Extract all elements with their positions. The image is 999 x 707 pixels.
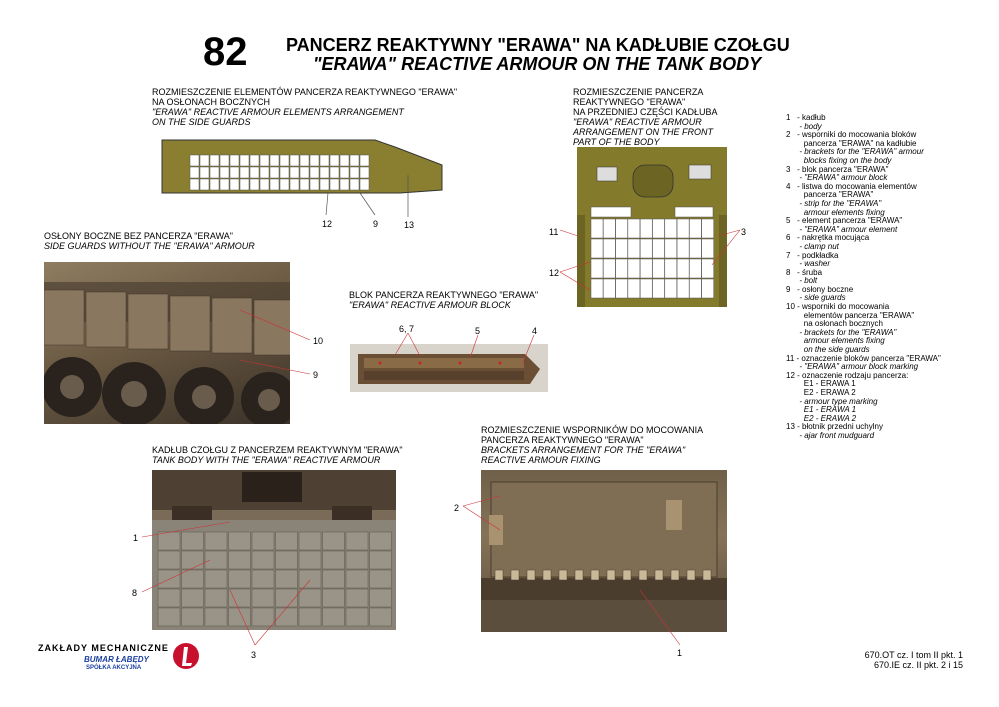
- front-block: [591, 239, 603, 258]
- side-block: [350, 167, 359, 178]
- front-block: [689, 219, 701, 238]
- front-block: [653, 259, 665, 278]
- front-block: [675, 207, 713, 217]
- side-block: [240, 155, 249, 166]
- legend-row: - brackets for the "ERAWA": [786, 327, 897, 337]
- body-block: [229, 589, 251, 607]
- bracket: [703, 570, 711, 580]
- body-block: [299, 551, 321, 569]
- legend-row: - washer: [786, 259, 831, 269]
- side-block: [220, 179, 229, 190]
- body-block: [299, 532, 321, 550]
- side-block: [210, 179, 219, 190]
- side-block: [350, 155, 359, 166]
- company-form: SPÓŁKA AKCYJNA: [86, 665, 142, 671]
- legend-row: - "ERAWA" armour block: [786, 173, 888, 183]
- body-block: [323, 608, 345, 626]
- body-block: [205, 589, 227, 607]
- caption-en: SIDE GUARDS WITHOUT THE "ERAWA" ARMOUR: [44, 241, 255, 251]
- bracket: [527, 570, 535, 580]
- body-block: [158, 608, 180, 626]
- brackets-photo: [481, 470, 727, 632]
- caption-en-2: REACTIVE ARMOUR FIXING: [481, 455, 601, 465]
- front-block: [677, 239, 689, 258]
- body-block: [276, 551, 298, 569]
- side-block: [190, 155, 199, 166]
- legend-row: E1 - ERAWA 1: [786, 379, 856, 389]
- label-4: 4: [532, 326, 538, 336]
- body-caption: [152, 445, 403, 465]
- side-guards-photo: [44, 262, 290, 424]
- front-block: [665, 279, 677, 298]
- side-block: [230, 155, 239, 166]
- body-block: [252, 589, 274, 607]
- front-block: [603, 219, 615, 238]
- legend-row: 8 - śruba: [786, 267, 823, 277]
- legend-row: 13 - błotnik przedni uchylny: [786, 422, 883, 432]
- body-block: [323, 551, 345, 569]
- front-block: [616, 259, 628, 278]
- side-block: [240, 179, 249, 190]
- company-name: ZAKŁADY MECHANICZNE: [38, 643, 169, 653]
- side-block: [210, 155, 219, 166]
- tank-body-photo: [152, 470, 396, 630]
- side-arrangement-caption: [152, 87, 457, 127]
- side-block: [260, 167, 269, 178]
- document-reference: [865, 650, 963, 670]
- side-block: [190, 179, 199, 190]
- body-block: [229, 570, 251, 588]
- legend-row: pancerza "ERAWA": [786, 190, 874, 200]
- front-block: [591, 279, 603, 298]
- legend-row: pancerza "ERAWA" na kadłubie: [786, 138, 917, 148]
- legend-row: 10 - wsporniki do mocowania: [786, 302, 890, 312]
- bracket: [559, 570, 567, 580]
- side-block: [330, 167, 339, 178]
- caption-en-2: ON THE SIDE GUARDS: [152, 117, 251, 127]
- body-block: [370, 608, 392, 626]
- front-block: [591, 259, 603, 278]
- caption-en-2: ARRANGEMENT ON THE FRONT: [573, 127, 714, 137]
- front-block: [640, 259, 652, 278]
- caption-en-1: BRACKETS ARRANGEMENT FOR THE "ERAWA": [481, 445, 686, 455]
- side-block: [320, 167, 329, 178]
- body-block: [346, 532, 368, 550]
- bracket: [511, 570, 519, 580]
- label-1: 1: [133, 533, 139, 543]
- side-block: [270, 167, 279, 178]
- side-block: [200, 167, 209, 178]
- caption-pl: KADŁUB CZOŁGU Z PANCERZEM REAKTYWNYM "ERAWA": [152, 445, 403, 455]
- front-block: [665, 239, 677, 258]
- bracket: [575, 570, 583, 580]
- caption-pl: OSŁONY BOCZNE BEZ PANCERZA "ERAWA": [44, 231, 233, 241]
- side-block: [340, 167, 349, 178]
- legend-row: E2 - ERAWA 2: [786, 388, 856, 397]
- side-block: [250, 179, 259, 190]
- page-number: 82: [203, 30, 248, 74]
- legend-row: - armour type marking: [786, 396, 878, 406]
- body-block: [299, 589, 321, 607]
- body-block: [182, 532, 204, 550]
- legend-row: armour elements fixing: [786, 207, 885, 217]
- front-block: [677, 219, 689, 238]
- reference-1: 670.OT cz. I tom II pkt. 1: [864, 650, 963, 660]
- body-block: [323, 570, 345, 588]
- legend-row: E1 - ERAWA 1: [786, 405, 857, 415]
- side-block: [200, 155, 209, 166]
- caption-pl: BLOK PANCERZA REAKTYWNEGO "ERAWA": [349, 290, 539, 300]
- legend-row: 12 - oznaczenie rodzaju pancerza:: [786, 370, 909, 380]
- front-block: [665, 219, 677, 238]
- caption-en-1: "ERAWA" REACTIVE ARMOUR: [573, 117, 702, 127]
- side-block: [330, 179, 339, 190]
- side-block: [280, 179, 289, 190]
- front-block: [665, 259, 677, 278]
- side-block: [300, 167, 309, 178]
- label-5: 5: [475, 326, 481, 336]
- side-block: [310, 167, 319, 178]
- legend-row: - bolt: [786, 276, 818, 286]
- bracket: [655, 570, 663, 580]
- body-block: [205, 608, 227, 626]
- body-block: [276, 532, 298, 550]
- legend-row: - ajar front mudguard: [786, 430, 875, 440]
- side-block: [320, 179, 329, 190]
- legend-row: on the side guards: [786, 345, 870, 355]
- front-block: [653, 219, 665, 238]
- body-block: [370, 589, 392, 607]
- legend-row: 11 - oznaczenie bloków pancerza "ERAWA": [786, 353, 941, 363]
- label-9: 9: [373, 219, 379, 229]
- caption-pl-1: ROZMIESZCZENIE ELEMENTÓW PANCERZA REAKTYWNEGO "ERAWA": [152, 87, 458, 97]
- legend-row: - "ERAWA" armour element: [786, 224, 898, 234]
- caption-pl-2: NA OSŁONACH BOCZNYCH: [152, 97, 271, 107]
- side-block: [200, 179, 209, 190]
- body-block: [182, 589, 204, 607]
- side-block: [280, 155, 289, 166]
- body-block: [182, 551, 204, 569]
- front-block: [616, 279, 628, 298]
- guards-caption: [44, 231, 255, 251]
- caption-pl-2: PANCERZA REAKTYWNEGO "ERAWA": [481, 435, 644, 445]
- body-block: [370, 532, 392, 550]
- legend-row: E2 - ERAWA 2: [786, 413, 857, 423]
- guard-plate: [170, 296, 210, 351]
- legend-row: 3 - blok pancerza "ERAWA": [786, 164, 889, 174]
- side-block: [260, 179, 269, 190]
- side-block: [230, 167, 239, 178]
- body-block: [346, 589, 368, 607]
- legend-row: 6 - nakrętka mocująca: [786, 233, 870, 243]
- legend-row: blocks fixing on the body: [786, 155, 892, 165]
- armour-block-photo: [350, 344, 548, 392]
- legend-row: 7 - podkładka: [786, 250, 839, 260]
- side-block: [360, 179, 369, 190]
- front-body-diagram: [577, 147, 727, 307]
- body-block: [252, 551, 274, 569]
- front-block: [603, 279, 615, 298]
- body-block: [346, 551, 368, 569]
- front-block: [653, 239, 665, 258]
- side-block: [260, 155, 269, 166]
- side-block: [240, 167, 249, 178]
- side-block: [190, 167, 199, 178]
- legend-row: 5 - element pancerza "ERAWA": [786, 216, 903, 226]
- body-block: [252, 608, 274, 626]
- body-block: [158, 570, 180, 588]
- label-10: 10: [313, 336, 324, 346]
- body-block: [370, 570, 392, 588]
- body-block: [276, 608, 298, 626]
- label-1: 1: [677, 648, 683, 658]
- body-block: [205, 551, 227, 569]
- body-block: [323, 589, 345, 607]
- front-block: [677, 279, 689, 298]
- bracket: [591, 570, 599, 580]
- front-armour-blocks: [591, 207, 714, 298]
- legend-row: 1 - kadłub: [786, 113, 826, 122]
- body-block: [229, 532, 251, 550]
- legend-row: - body: [786, 121, 822, 131]
- label-2: 2: [454, 503, 460, 513]
- front-block: [689, 279, 701, 298]
- label-9: 9: [313, 370, 319, 380]
- body-block: [182, 608, 204, 626]
- guard-plate: [86, 292, 126, 347]
- label-3: 3: [741, 227, 747, 237]
- label-3: 3: [251, 650, 257, 660]
- body-block: [158, 551, 180, 569]
- brackets-caption: [481, 425, 703, 465]
- side-block: [300, 155, 309, 166]
- side-block: [340, 155, 349, 166]
- title-english: "ERAWA" REACTIVE ARMOUR ON THE TANK BODY: [313, 54, 762, 74]
- front-block: [603, 259, 615, 278]
- legend-row: na osłonach bocznych: [786, 319, 883, 329]
- front-block: [702, 219, 714, 238]
- label-13: 13: [404, 220, 415, 230]
- front-block: [640, 279, 652, 298]
- bracket: [543, 570, 551, 580]
- legend-row: 9 - osłony boczne: [786, 284, 854, 294]
- side-block: [220, 167, 229, 178]
- front-block: [702, 239, 714, 258]
- caption-en: TANK BODY WITH THE "ERAWA" REACTIVE ARMOUR: [152, 455, 381, 465]
- bracket: [623, 570, 631, 580]
- side-block: [250, 155, 259, 166]
- label-11: 11: [549, 227, 559, 237]
- legend-row: armour elements fixing: [786, 336, 885, 346]
- body-block: [323, 532, 345, 550]
- body-block: [205, 532, 227, 550]
- label-8: 8: [132, 588, 138, 598]
- body-block: [346, 570, 368, 588]
- caption-en: "ERAWA" REACTIVE ARMOUR BLOCK: [349, 300, 511, 310]
- front-block: [628, 239, 640, 258]
- side-block: [280, 167, 289, 178]
- company-brand: BUMAR ŁABĘDY: [84, 655, 149, 664]
- side-block: [270, 155, 279, 166]
- body-block: [229, 551, 251, 569]
- guard-plate: [128, 294, 168, 349]
- front-block: [628, 219, 640, 238]
- side-block: [290, 155, 299, 166]
- side-block: [270, 179, 279, 190]
- side-block: [360, 155, 369, 166]
- side-block: [330, 155, 339, 166]
- side-block: [360, 167, 369, 178]
- block-caption: [349, 290, 538, 310]
- side-guard-diagram: [160, 135, 450, 230]
- body-block: [205, 570, 227, 588]
- side-block: [340, 179, 349, 190]
- front-block: [603, 239, 615, 258]
- body-block: [346, 608, 368, 626]
- body-block: [299, 570, 321, 588]
- front-block: [591, 207, 631, 217]
- legend-row: - brackets for the "ERAWA" armour: [786, 147, 924, 157]
- guard-plate: [254, 300, 290, 355]
- front-block: [689, 239, 701, 258]
- bracket: [495, 570, 503, 580]
- label-6-7: 6, 7: [399, 324, 415, 334]
- side-block: [300, 179, 309, 190]
- front-block: [616, 239, 628, 258]
- front-block: [628, 279, 640, 298]
- label-12: 12: [322, 219, 333, 229]
- body-block: [299, 608, 321, 626]
- side-block: [220, 155, 229, 166]
- front-block: [677, 259, 689, 278]
- caption-pl-1: ROZMIESZCZENIE WSPORNIKÓW DO MOCOWANIA: [481, 425, 704, 435]
- guard-plate: [44, 290, 84, 345]
- legend-row: - strip for the "ERAWA": [786, 198, 882, 208]
- front-block: [628, 259, 640, 278]
- caption-pl-2: REAKTYWNEGO "ERAWA": [573, 97, 686, 107]
- side-block: [320, 155, 329, 166]
- body-block: [252, 532, 274, 550]
- front-block: [640, 239, 652, 258]
- caption-pl-1: ROZMIESZCZENIE PANCERZA: [573, 87, 704, 97]
- side-block: [310, 155, 319, 166]
- body-block: [370, 551, 392, 569]
- body-block: [276, 589, 298, 607]
- legend-row: 4 - listwa do mocowania elementów: [786, 181, 917, 191]
- side-block: [310, 179, 319, 190]
- body-block: [158, 532, 180, 550]
- front-arrangement-caption: [573, 87, 718, 147]
- bracket: [687, 570, 695, 580]
- bracket: [607, 570, 615, 580]
- caption-en-3: PART OF THE BODY: [573, 137, 660, 147]
- legend-row: elementów pancerza "ERAWA": [786, 310, 915, 320]
- side-block: [290, 179, 299, 190]
- bracket: [639, 570, 647, 580]
- body-block: [158, 589, 180, 607]
- parts-legend: [786, 114, 941, 441]
- front-block: [640, 219, 652, 238]
- front-block: [653, 279, 665, 298]
- body-block: [252, 570, 274, 588]
- front-block: [591, 219, 603, 238]
- caption-pl-3: NA PRZEDNIEJ CZĘŚCI KADŁUBA: [573, 107, 718, 117]
- side-block: [210, 167, 219, 178]
- front-block: [702, 279, 714, 298]
- front-block: [616, 219, 628, 238]
- title-polish: PANCERZ REAKTYWNY "ERAWA" NA KADŁUBIE CZOŁGU: [286, 35, 790, 55]
- front-block: [689, 259, 701, 278]
- legend-row: - "ERAWA" armour block marking: [786, 362, 919, 372]
- side-block: [230, 179, 239, 190]
- side-block: [290, 167, 299, 178]
- label-12: 12: [549, 268, 560, 278]
- reference-2: 670.IE cz. II pkt. 2 i 15: [873, 660, 963, 670]
- legend-row: - clamp nut: [786, 241, 839, 251]
- body-block: [276, 570, 298, 588]
- caption-en-1: "ERAWA" REACTIVE ARMOUR ELEMENTS ARRANGEMENT: [152, 107, 404, 117]
- legend-row: 2 - wsporniki do mocowania bloków: [786, 130, 917, 140]
- legend-row: - side guards: [786, 293, 846, 303]
- company-logo-icon: [172, 641, 200, 671]
- guard-plate: [212, 298, 252, 353]
- body-block: [229, 608, 251, 626]
- side-block: [350, 179, 359, 190]
- front-block: [702, 259, 714, 278]
- side-block: [250, 167, 259, 178]
- body-block: [182, 570, 204, 588]
- bracket: [671, 570, 679, 580]
